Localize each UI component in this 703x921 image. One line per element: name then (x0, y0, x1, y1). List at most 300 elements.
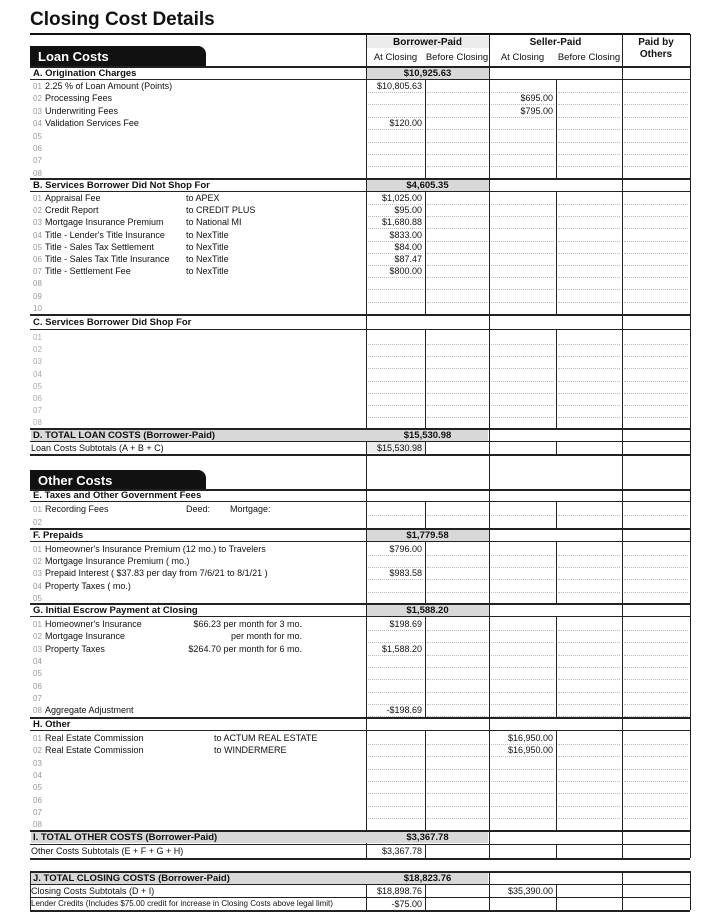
row-guide (558, 579, 620, 580)
line-number: 01 (33, 545, 42, 554)
row-guide (427, 117, 487, 118)
line-number: 06 (33, 144, 42, 153)
empty-line-number: 03 (33, 357, 42, 367)
line-number: 03 (33, 569, 42, 579)
line-description: Title - Sales Tax Title Insurance (45, 254, 170, 264)
seller-at-closing-amount: $695.00 (520, 93, 553, 104)
row-guide (427, 204, 487, 205)
row-guide (624, 368, 688, 369)
section-g-label: G. Initial Escrow Payment at Closing (33, 605, 198, 616)
origination-row (33, 155, 45, 165)
row-guide (558, 692, 620, 693)
row-guide (427, 655, 487, 656)
major-column-line (690, 871, 691, 910)
loan-costs-subtotal: $15,530.98 (376, 443, 422, 453)
row-guide (558, 241, 620, 242)
escrow-row (33, 656, 45, 666)
row-guide (624, 289, 688, 290)
prepaid-row (33, 556, 190, 566)
prepaid-row (33, 581, 131, 591)
line-number: 08 (33, 820, 42, 830)
borrower-at-closing-amount: -$198.69 (386, 705, 422, 716)
row-guide (427, 302, 487, 303)
row-guide (624, 241, 688, 242)
row-guide (624, 104, 688, 105)
line-number: 02 (33, 206, 42, 216)
row-guide (427, 166, 487, 167)
row-guide (558, 302, 620, 303)
major-column-line (622, 34, 623, 858)
empty-line-number: 08 (33, 418, 42, 428)
section-rule (30, 528, 690, 530)
row-guide (368, 769, 423, 770)
row-guide (368, 405, 423, 406)
section-f-total: $1,779.58 (406, 530, 449, 541)
row-guide (624, 515, 688, 516)
line-description: Title - Sales Tax Settlement (45, 241, 155, 252)
row-guide (368, 417, 423, 418)
row-guide (427, 592, 487, 593)
line-number: 02 (33, 517, 42, 527)
line-number: 03 (33, 644, 42, 654)
column-line (556, 731, 557, 830)
other-costs-banner: Other Costs (30, 470, 206, 491)
row-guide (427, 793, 487, 794)
row-guide (491, 405, 554, 406)
column-line (425, 542, 426, 603)
row-guide (491, 356, 554, 357)
section-h-label: H. Other (33, 719, 71, 730)
row-guide (427, 92, 487, 93)
row-guide (558, 356, 620, 357)
line-description: Processing Fees (45, 93, 113, 104)
row-guide (491, 117, 554, 118)
section-e-label: E. Taxes and Other Government Fees (33, 490, 202, 501)
row-guide (427, 253, 487, 254)
row-guide (491, 642, 554, 643)
row-guide (624, 818, 688, 819)
line-number: 05 (33, 783, 42, 793)
line-description: Validation Services Fee (45, 118, 139, 129)
row-guide (558, 769, 620, 770)
row-guide (624, 204, 688, 205)
row-guide (624, 417, 688, 418)
borrower-at-closing-amount: $1,588.20 (381, 643, 422, 654)
row-guide (558, 117, 620, 118)
borrower-at-closing-amount: $87.47 (394, 254, 422, 264)
origination-row (33, 93, 112, 103)
row-guide (558, 216, 620, 217)
row-guide (368, 579, 423, 580)
row-guide (624, 704, 688, 705)
row-guide (427, 818, 487, 819)
escrow-row (33, 693, 45, 703)
line-number: 07 (33, 807, 42, 817)
escrow-row (33, 668, 45, 678)
line-description: Homeowner's Insurance (45, 619, 142, 629)
service-row (33, 254, 170, 264)
loan-costs-subtotal-label: Loan Costs Subtotals (A + B + C) (31, 443, 164, 453)
borrower-at-closing-amount: $983.58 (389, 568, 422, 579)
row-guide (558, 277, 620, 278)
service-row (33, 303, 45, 313)
line-number: 08 (33, 168, 42, 178)
line-number: 03 (33, 758, 42, 768)
row-guide (368, 655, 423, 656)
row-guide (624, 655, 688, 656)
row-guide (624, 253, 688, 254)
section-b-total: $4,605.35 (406, 180, 449, 191)
seller-at-closing-amount: $16,950.00 (507, 745, 553, 756)
closing-costs-subtotal-borrower: $18,898.76 (376, 886, 422, 896)
row-guide (491, 368, 554, 369)
line-number: 03 (33, 218, 42, 228)
service-row (33, 242, 154, 252)
other-row (33, 770, 45, 780)
payee: to NexTitle (186, 254, 229, 264)
row-guide (558, 667, 620, 668)
row-guide (427, 417, 487, 418)
row-guide (558, 806, 620, 807)
row-guide (491, 216, 554, 217)
row-guide (427, 744, 487, 745)
row-guide (624, 592, 688, 593)
row-guide (491, 592, 554, 593)
row-guide (368, 555, 423, 556)
other-costs-subtotal-label: Other Costs Subtotals (E + F + G + H) (31, 846, 184, 856)
row-guide (491, 129, 554, 130)
other-costs-subtotal: $3,367.78 (381, 846, 422, 856)
row-guide (427, 265, 487, 266)
service-row (33, 266, 131, 276)
row-guide (624, 302, 688, 303)
escrow-row (33, 681, 45, 691)
line-description: Mortgage Insurance Premium (45, 217, 164, 228)
row-guide (368, 356, 423, 357)
row-guide (624, 692, 688, 693)
other-row (33, 733, 144, 743)
borrower-at-closing-amount: $120.00 (389, 118, 422, 129)
row-guide (558, 166, 620, 167)
row-guide (624, 405, 688, 406)
row-guide (427, 692, 487, 693)
row-guide (624, 117, 688, 118)
column-line (425, 617, 426, 717)
rule-line (30, 884, 690, 885)
line-number: 01 (33, 82, 42, 91)
column-line (425, 731, 426, 830)
row-guide (624, 344, 688, 345)
row-guide (368, 154, 423, 155)
row-guide (624, 642, 688, 643)
line-description: Property Taxes (45, 643, 105, 654)
row-guide (491, 806, 554, 807)
borrower-at-closing-amount: $796.00 (389, 544, 422, 554)
column-line (556, 441, 557, 454)
section-j-label: J. TOTAL CLOSING COSTS (Borrower-Paid) (33, 873, 230, 884)
row-guide (491, 241, 554, 242)
row-guide (427, 216, 487, 217)
column-line (556, 192, 557, 314)
line-description: Real Estate Commission (45, 745, 144, 756)
line-description: 2.25 % of Loan Amount (Points) (45, 81, 173, 91)
row-guide (491, 289, 554, 290)
lender-credits-amount: -$75.00 (391, 899, 422, 909)
row-guide (491, 417, 554, 418)
row-guide (491, 228, 554, 229)
row-guide (427, 241, 487, 242)
borrower-at-closing-amount: $800.00 (389, 266, 422, 277)
row-guide (427, 769, 487, 770)
payee: to NexTitle (186, 229, 229, 240)
other-row (33, 807, 45, 817)
borrower-paid-header: Borrower-Paid (393, 37, 462, 48)
row-guide (558, 154, 620, 155)
line-number: 03 (33, 106, 42, 116)
row-guide (558, 368, 620, 369)
row-guide (558, 142, 620, 143)
row-guide (368, 667, 423, 668)
row-guide (368, 592, 423, 593)
escrow-rate: per month for mo. (230, 631, 302, 642)
seller-at-closing-amount: $795.00 (520, 105, 553, 116)
loan-costs-banner: Loan Costs (30, 46, 206, 67)
line-number: 05 (33, 593, 42, 603)
line-description: Mortgage Insurance Premium ( mo.) (45, 556, 190, 567)
line-description: Title - Settlement Fee (45, 266, 131, 277)
section-a-total: $10,925.63 (403, 68, 452, 79)
row-guide (427, 679, 487, 680)
origination-row (33, 143, 45, 153)
line-number: 02 (33, 94, 42, 104)
row-guide (624, 756, 688, 757)
line-number: 05 (33, 669, 42, 679)
service-row (33, 193, 101, 203)
service-row (33, 217, 164, 227)
row-guide (368, 302, 423, 303)
section-j-total: $18,823.76 (403, 873, 452, 884)
row-guide (491, 567, 554, 568)
column-line (425, 80, 426, 178)
row-guide (368, 818, 423, 819)
row-guide (427, 806, 487, 807)
row-guide (368, 129, 423, 130)
row-guide (427, 368, 487, 369)
line-number: 08 (33, 279, 42, 289)
row-guide (368, 744, 423, 745)
row-guide (624, 142, 688, 143)
row-guide (558, 381, 620, 382)
borrower-at-closing-amount: $95.00 (394, 205, 422, 216)
line-number: 05 (33, 242, 42, 252)
row-guide (368, 793, 423, 794)
row-guide (491, 277, 554, 278)
row-guide (427, 555, 487, 556)
row-guide (558, 393, 620, 394)
line-number: 04 (33, 770, 42, 780)
origination-row (33, 118, 139, 128)
line-number: 06 (33, 795, 42, 805)
borrower-at-closing-amount: $833.00 (389, 229, 422, 240)
tax-row (33, 517, 45, 527)
line-number: 07 (33, 693, 42, 703)
row-guide (558, 630, 620, 631)
row-guide (558, 793, 620, 794)
row-guide (427, 630, 487, 631)
row-guide (427, 129, 487, 130)
line-number: 04 (33, 230, 42, 240)
row-guide (491, 793, 554, 794)
column-line (556, 617, 557, 717)
row-guide (491, 667, 554, 668)
row-guide (558, 818, 620, 819)
other-row (33, 745, 144, 755)
row-guide (558, 228, 620, 229)
borrower-at-closing-amount: $10,805.63 (376, 81, 422, 91)
row-guide (491, 555, 554, 556)
escrow-rate: $66.23 per month for 3 mo. (193, 619, 302, 629)
row-guide (427, 704, 487, 705)
line-description: Mortgage Insurance (45, 631, 126, 642)
rule-line (30, 441, 690, 442)
column-line (425, 441, 426, 454)
row-guide (491, 253, 554, 254)
escrow-row (33, 631, 125, 641)
row-guide (491, 655, 554, 656)
borrower-at-closing-amount: $84.00 (394, 241, 422, 252)
line-description: Aggregate Adjustment (45, 705, 134, 716)
borrower-at-closing-header: At Closing (373, 52, 418, 63)
borrower-at-closing-amount: $1,680.88 (381, 217, 422, 228)
row-guide (491, 818, 554, 819)
closing-costs-subtotal-seller: $35,390.00 (507, 886, 553, 896)
row-guide (368, 630, 423, 631)
row-guide (624, 216, 688, 217)
row-guide (427, 104, 487, 105)
line-number: 06 (33, 255, 42, 264)
column-line (556, 80, 557, 178)
row-guide (491, 692, 554, 693)
row-guide (558, 253, 620, 254)
column-line (556, 844, 557, 858)
row-guide (427, 277, 487, 278)
row-guide (368, 289, 423, 290)
row-guide (624, 265, 688, 266)
row-guide (491, 154, 554, 155)
row-guide (427, 393, 487, 394)
row-guide (427, 142, 487, 143)
row-guide (368, 104, 423, 105)
origination-row (33, 106, 118, 116)
origination-row (33, 81, 172, 91)
row-guide (427, 667, 487, 668)
row-guide (427, 381, 487, 382)
row-guide (427, 756, 487, 757)
row-guide (558, 567, 620, 568)
section-f-label: F. Prepaids (33, 530, 84, 541)
other-row (33, 782, 45, 792)
column-line (425, 844, 426, 858)
row-guide (491, 756, 554, 757)
row-guide (624, 579, 688, 580)
line-number: 04 (33, 119, 42, 129)
section-rule (30, 314, 690, 316)
line-number: 04 (33, 581, 42, 591)
seller-paid-header: Seller-Paid (529, 37, 582, 48)
line-number: 05 (33, 131, 42, 141)
title-rule (30, 33, 690, 35)
row-guide (491, 142, 554, 143)
line-number: 08 (33, 706, 42, 716)
row-guide (368, 344, 423, 345)
row-guide (558, 555, 620, 556)
row-guide (558, 104, 620, 105)
deed-label: Deed: (186, 504, 211, 514)
other-row (33, 758, 45, 768)
row-guide (491, 166, 554, 167)
row-guide (368, 781, 423, 782)
row-guide (427, 405, 487, 406)
seller-at-closing-amount: $16,950.00 (507, 733, 553, 743)
service-row (33, 230, 165, 240)
section-d-total: $15,530.98 (403, 430, 452, 441)
section-a-label: A. Origination Charges (33, 68, 137, 79)
row-guide (624, 667, 688, 668)
payee: to CREDIT PLUS (186, 205, 256, 216)
row-guide (368, 368, 423, 369)
row-guide (368, 142, 423, 143)
section-i-label: I. TOTAL OTHER COSTS (Borrower-Paid) (33, 832, 218, 843)
row-guide (491, 381, 554, 382)
escrow-row (33, 705, 134, 715)
empty-line-number: 06 (33, 394, 42, 403)
row-guide (558, 655, 620, 656)
empty-line-number: 07 (33, 406, 42, 416)
rule-line (30, 541, 690, 542)
row-guide (491, 265, 554, 266)
row-guide (624, 356, 688, 357)
payee: to National MI (186, 217, 242, 228)
rule-line (30, 844, 690, 845)
column-line (556, 330, 557, 428)
prepaid-row (33, 544, 266, 554)
row-guide (491, 704, 554, 705)
line-number: 07 (33, 267, 42, 277)
section-c-label: C. Services Borrower Did Shop For (33, 317, 192, 328)
row-guide (624, 769, 688, 770)
line-number: 04 (33, 656, 42, 666)
row-guide (368, 92, 423, 93)
line-number: 01 (33, 734, 42, 743)
row-guide (427, 344, 487, 345)
other-row (33, 819, 45, 829)
row-guide (624, 381, 688, 382)
row-guide (491, 515, 554, 516)
page-title: Closing Cost Details (30, 9, 215, 30)
line-number: 02 (33, 557, 42, 567)
prepaid-row (33, 568, 268, 578)
payee: to ACTUM REAL ESTATE (214, 733, 318, 743)
line-description: Appraisal Fee (45, 193, 101, 203)
row-guide (558, 679, 620, 680)
column-line (556, 884, 557, 910)
row-guide (368, 393, 423, 394)
row-guide (558, 642, 620, 643)
row-guide (427, 228, 487, 229)
origination-row (33, 131, 45, 141)
line-description: Underwriting Fees (45, 105, 119, 116)
column-line (425, 330, 426, 428)
